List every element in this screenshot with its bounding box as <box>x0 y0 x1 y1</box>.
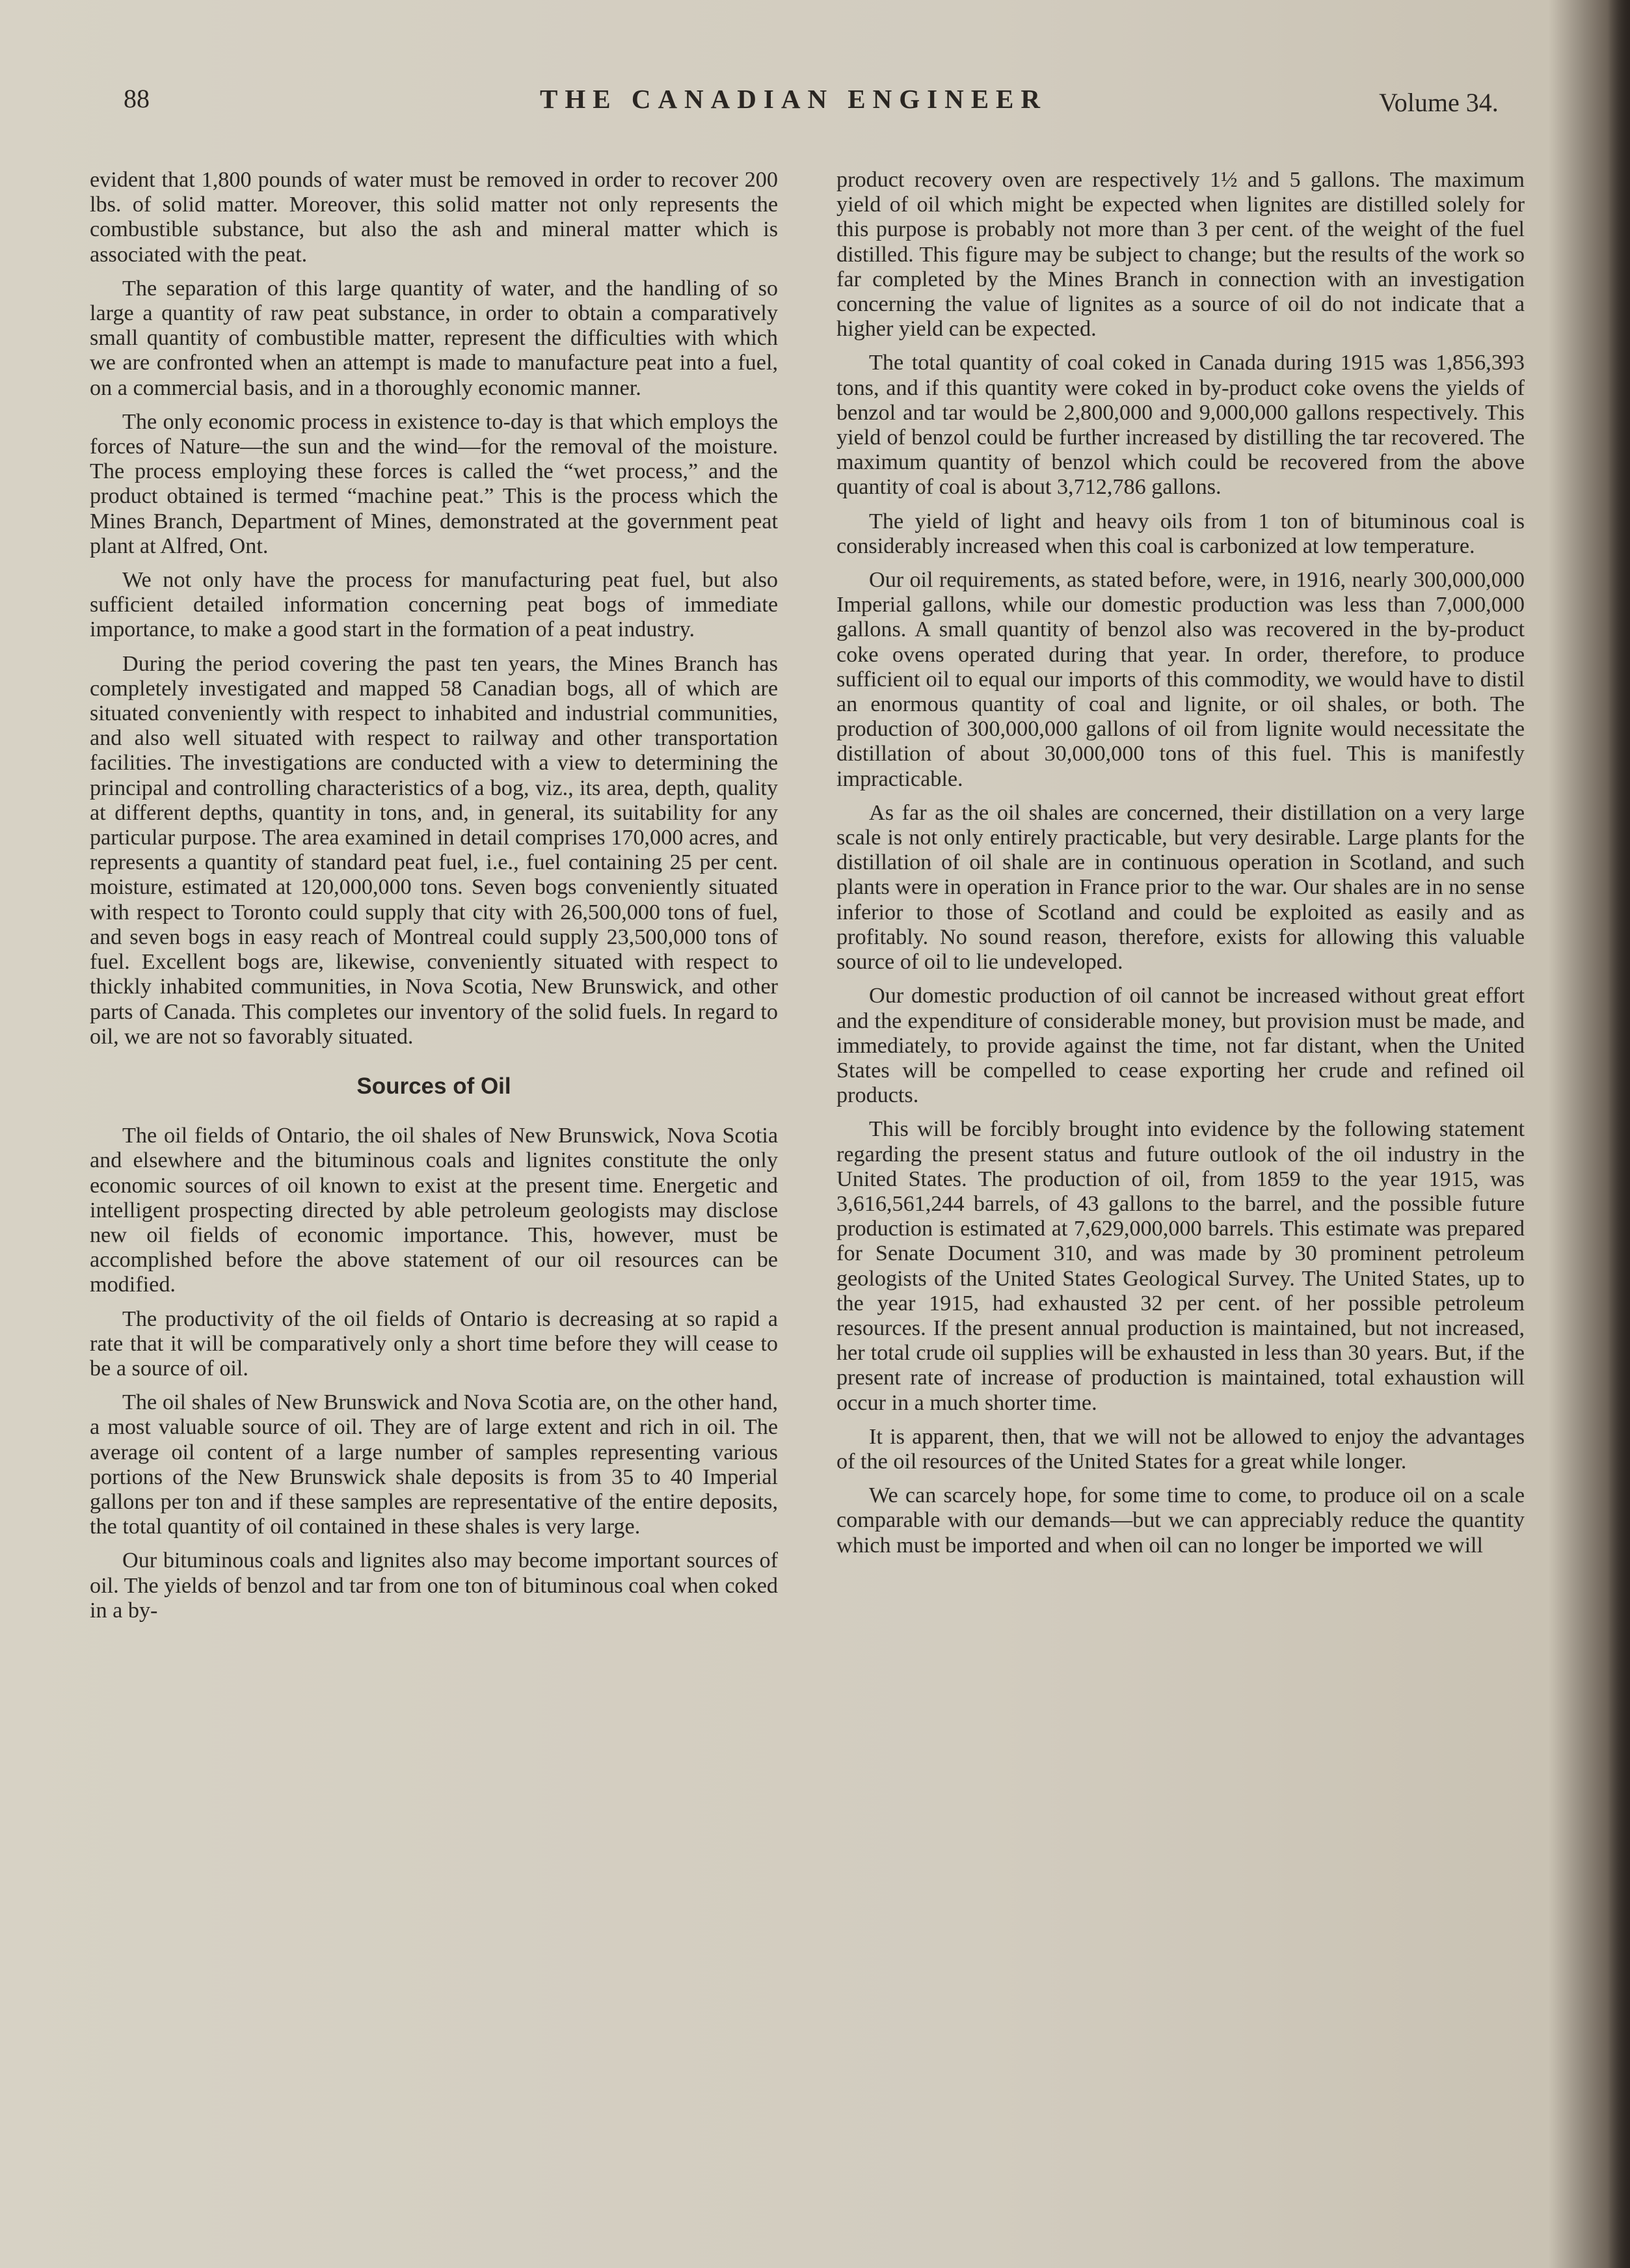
paragraph: As far as the oil shales are concerned, their distillation on a very large scale is not only entirely practicable, but very desirable. Large plants for the distillation of oil shale are in continuous operation in Scotland, and such plants were in operation in France prior to the war. Our shales are in no sense inferior to those of Scotland and could be exploited as easily and as profitably. No sound reason, therefore, exists for allowing this valuable source of oil to lie undeveloped. <box>836 800 1525 975</box>
paragraph: We can scarcely hope, for some time to come, to produce oil on a scale comparable with our demands—but we can appreciably reduce the quantity which must be imported and when oil can no longer be imported we will <box>836 1483 1525 1558</box>
left-column <box>90 168 778 1632</box>
paragraph: The productivity of the oil fields of Ontario is decreasing at so rapid a rate that it will be comparatively only a short time before they will cease to be a source of oil. <box>90 1306 778 1381</box>
volume-label: Volume 34. <box>1379 88 1499 117</box>
paragraph: This will be forcibly brought into evidence by the following statement regarding the present status and future outlook of the oil industry in the United States. The production of oil, from 1859 to the year 1915, was 3,616,561,244 barrels, of 43 gallons to the barrel, and the possible future production is estimated at 7,629,000,000 barrels. This estimate was prepared for Senate Document 310, and was made by 30 prominent petroleum geologists of the United States Geological Survey. The United States, up to the year 1915, had exhausted 32 per cent. of her possible petroleum resources. If the present annual production is maintained, but not increased, her total crude oil supplies will be exhausted in less than 30 years. But, if the present rate of increase of production is maintained, total exhaustion will occur in a much shorter time. <box>836 1117 1525 1415</box>
paragraph: Our oil requirements, as stated before, were, in 1916, nearly 300,000,000 Imperial gallons, while our domestic production was less than 7,000,000 gallons. A small quantity of benzol also was recovered in the by-product coke ovens operated during that year. In order, therefore, to produce sufficient oil to equal our imports of this commodity, we would have to distil an enormous quantity of coal and lignite, or oil shales, or both. The production of 300,000,000 gallons of oil from lignite would necessitate the distillation of about 30,000,000 tons of this fuel. This is manifestly impracticable. <box>836 568 1525 791</box>
paragraph: Our domestic production of oil cannot be increased without great effort and the expenditure of considerable money, but provision must be made, and immediately, to provide against the time, not far distant, when the United States will be compelled to cease exporting her crude and refined oil products. <box>836 984 1525 1108</box>
paragraph: The total quantity of coal coked in Canada during 1915 was 1,856,393 tons, and if this quantity were coked in by-product coke ovens the yields of benzol and tar would be 2,800,000 and 9,000,000 gallons respectively. This yield of benzol could be further increased by distilling the tar recovered. The maximum quantity of benzol which could be recovered from the above quantity of coal is about 3,712,786 gallons. <box>836 351 1525 500</box>
paragraph: The yield of light and heavy oils from 1 ton of bituminous coal is considerably increased when this coal is carbonized at low temperature. <box>836 509 1525 558</box>
paragraph: During the period covering the past ten years, the Mines Branch has completely investigated and mapped 58 Canadian bogs, all of which are situated conveniently with respect to inhabited and industrial communities, and also well situated with respect to railway and other transportation facilities. The investigations are conducted with a view to determining the principal and controlling characteristics of a bog, viz., its area, depth, quality at different depths, quantity in tons, and, in general, its suitability for any particular purpose. The area examined in detail comprises 170,000 acres, and represents a quantity of standard peat fuel, i.e., fuel containing 25 per cent. moisture, estimated at 120,000,000 tons. Seven bogs conveniently situated with respect to Toronto could supply that city with 26,500,000 tons of fuel, and seven bogs in easy reach of Montreal could supply 23,500,000 tons of fuel. Excellent bogs are, likewise, conveniently situated with respect to thickly inhabited communities, in Nova Scotia, New Brunswick, and other parts of Canada. This completes our inventory of the solid fuels. In regard to oil, we are not so favorably situated. <box>90 651 778 1049</box>
binding-edge <box>1608 0 1630 2268</box>
paragraph: The oil shales of New Brunswick and Nova Scotia are, on the other hand, a most valuable source of oil. They are of large extent and rich in oil. The average oil content of a large number of samples representing various portions of the New Brunswick shale deposits is from 35 to 40 Imperial gallons per ton and if these samples are representative of the entire deposits, the total quantity of oil contained in these shales is very large. <box>90 1390 778 1539</box>
paragraph: The separation of this large quantity of water, and the handling of so large a quantity of raw peat substance, in order to obtain a comparatively small quantity of combustible matter, represent the difficulties with which we are confronted when an attempt is made to manufacture peat into a fuel, on a commercial basis, and in a thoroughly economic manner. <box>90 276 778 400</box>
page-header <box>124 83 1555 122</box>
paragraph: product recovery oven are respectively 1½ and 5 gallons. The maximum yield of oil which might be expected when lignites are distilled solely for this purpose is probably not more than 3 per cent. of the weight of the fuel distilled. This figure may be subject to change; but the results of the work so far completed by the Mines Branch in connection with an investigation concerning the value of lignites as a source of oil do not indicate that a higher yield can be expected. <box>836 168 1525 342</box>
section-heading: Sources of Oil <box>356 1073 511 1099</box>
journal-title: THE CANADIAN ENGINEER <box>540 84 1048 114</box>
paragraph: It is apparent, then, that we will not be allowed to enjoy the advantages of the oil resources of the United States for a great while longer. <box>836 1424 1525 1474</box>
page-number: 88 <box>124 84 150 113</box>
paragraph: The only economic process in existence to-day is that which employs the forces of Nature—the sun and the wind—for the removal of the moisture. The process employing these forces is called the “wet process,” and the product obtained is termed “machine peat.” This is the process which the Mines Branch, Department of Mines, demonstrated at the government peat plant at Alfred, Ont. <box>90 409 778 558</box>
right-column <box>836 168 1525 1567</box>
paragraph: Our bituminous coals and lignites also may become important sources of oil. The yields of benzol and tar from one ton of bituminous coal when coked in a by- <box>90 1548 778 1623</box>
paragraph: The oil fields of Ontario, the oil shales of New Brunswick, Nova Scotia and elsewhere and the bituminous coals and lignites constitute the only economic sources of oil known to exist at the present time. Energetic and intelligent prospecting directed by able petroleum geologists may disclose new oil fields of economic importance. This, however, must be accomplished before the above statement of our oil resources can be modified. <box>90 1124 778 1297</box>
paragraph: evident that 1,800 pounds of water must be removed in order to recover 200 lbs. of solid matter. Moreover, this solid matter not only represents the combustible substance, but also the ash and mineral matter which is associated with the peat. <box>90 168 778 267</box>
paragraph: We not only have the process for manufacturing peat fuel, but also sufficient detailed information concerning peat bogs of immediate importance, to make a good start in the formation of a peat industry. <box>90 568 778 642</box>
